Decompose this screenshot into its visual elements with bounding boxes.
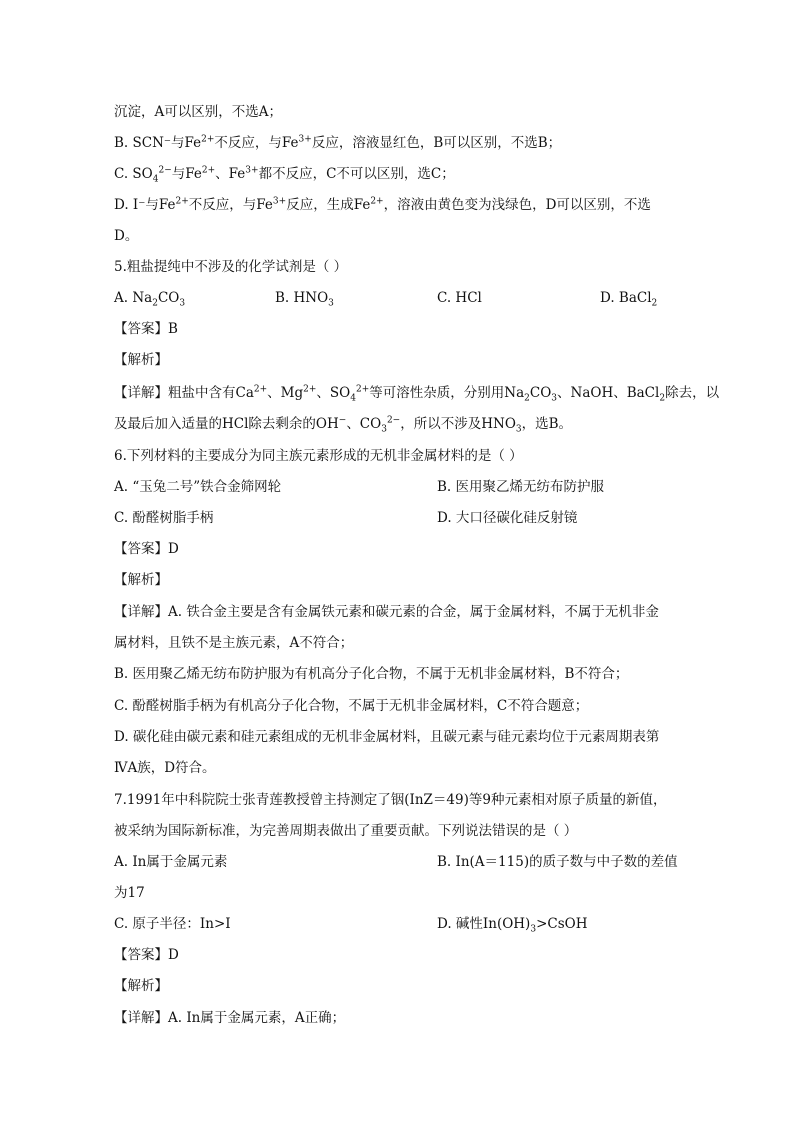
option-5b: B. $HNO_3$ <box>275 290 334 309</box>
analysis-label: 【解析】 <box>114 572 168 588</box>
option-6a: A. “玉兔二号”铁合金筛网轮 <box>114 479 282 495</box>
question-7: 7.1991年中科院院士张青莲教授曾主持测定了铟(InZ＝49)等9种元素相对原子质量的新值， <box>114 792 667 808</box>
option-6b: B. 医用聚乙烯无纺布防护服 <box>437 479 605 495</box>
detail-text: 【详解】粗盐中含有$Ca^{2+}$、$Mg^{2+}$、$SO_4^{2+}$等可溶性杂质，分别用$Na_2CO_3$、NaOH、BaCl$_2$除去，以 <box>114 384 720 404</box>
option-5c: C. HCl <box>437 290 482 306</box>
option-7d: D. 碱性$In(OH)_3>CsOH$ <box>437 916 588 935</box>
answer-label: 【答案】D <box>114 947 179 963</box>
detail-text: 及最后加入适量的HCl除去剩余的OH−、$CO_3^{2-}$，所以不涉及$HNO_3$，选B。 <box>114 415 573 435</box>
text-line: D。 <box>114 228 139 244</box>
option-7b: B. In(A＝115)的质子数与中子数的差值 <box>437 854 678 870</box>
option-5d: D. BaCl$_2$ <box>600 290 658 309</box>
question-7: 被采纳为国际新标准，为完善周期表做出了重要贡献。下列说法错误的是（ ） <box>114 823 578 839</box>
text-line: B. SCN⁻与$Fe^{2+}$不反应，与$Fe^{3+}$反应，溶液显红色，B可以区别，不选B； <box>114 134 562 151</box>
answer-label: 【答案】B <box>114 321 178 337</box>
option-5a: A. $Na_2CO_3$ <box>114 290 186 309</box>
detail-text: C. 酚醛树脂手柄为有机高分子化合物，不属于无机非金属材料，C不符合题意； <box>114 698 589 714</box>
detail-text: ⅣA族，D符合。 <box>114 760 216 776</box>
option-7b-cont: 为17 <box>114 885 145 901</box>
text-line: C. $SO_4^{2-}$与$Fe^{2+}$、$Fe^{3+}$都不反应，C不可以区别，选C； <box>114 165 455 185</box>
analysis-label: 【解析】 <box>114 978 168 994</box>
detail-text: 【详解】A. 铁合金主要是含有金属铁元素和碳元素的合金，属于金属材料，不属于无机非金 <box>114 604 659 620</box>
detail-text: D. 碳化硅由碳元素和硅元素组成的无机非金属材料，且碳元素与硅元素均位于元素周期表第 <box>114 729 660 745</box>
option-7a: A. In属于金属元素 <box>114 854 228 870</box>
option-6c: C. 酚醛树脂手柄 <box>114 510 214 526</box>
detail-text: 属材料，且铁不是主族元素，A不符合； <box>114 635 354 651</box>
detail-text: B. 医用聚乙烯无纺布防护服为有机高分子化合物，不属于无机非金属材料，B不符合； <box>114 666 629 682</box>
answer-label: 【答案】D <box>114 541 179 557</box>
option-6d: D. 大口径碳化硅反射镜 <box>437 510 578 526</box>
question-5: 5.粗盐提纯中不涉及的化学试剂是（ ） <box>114 259 348 275</box>
detail-text: 【详解】A. In属于金属元素，A正确； <box>114 1010 346 1026</box>
question-6: 6.下列材料的主要成分为同主族元素形成的无机非金属材料的是（ ） <box>114 448 523 464</box>
text-line: 沉淀，A可以区别，不选A； <box>114 104 282 120</box>
text-line: D. I⁻与$Fe^{2+}$不反应，与$Fe^{3+}$反应，生成$Fe^{2+}$，溶液由黄色变为浅绿色，D可以区别，不选 <box>114 196 651 213</box>
analysis-label: 【解析】 <box>114 352 168 368</box>
option-7c: C. 原子半径：In>I <box>114 916 231 932</box>
